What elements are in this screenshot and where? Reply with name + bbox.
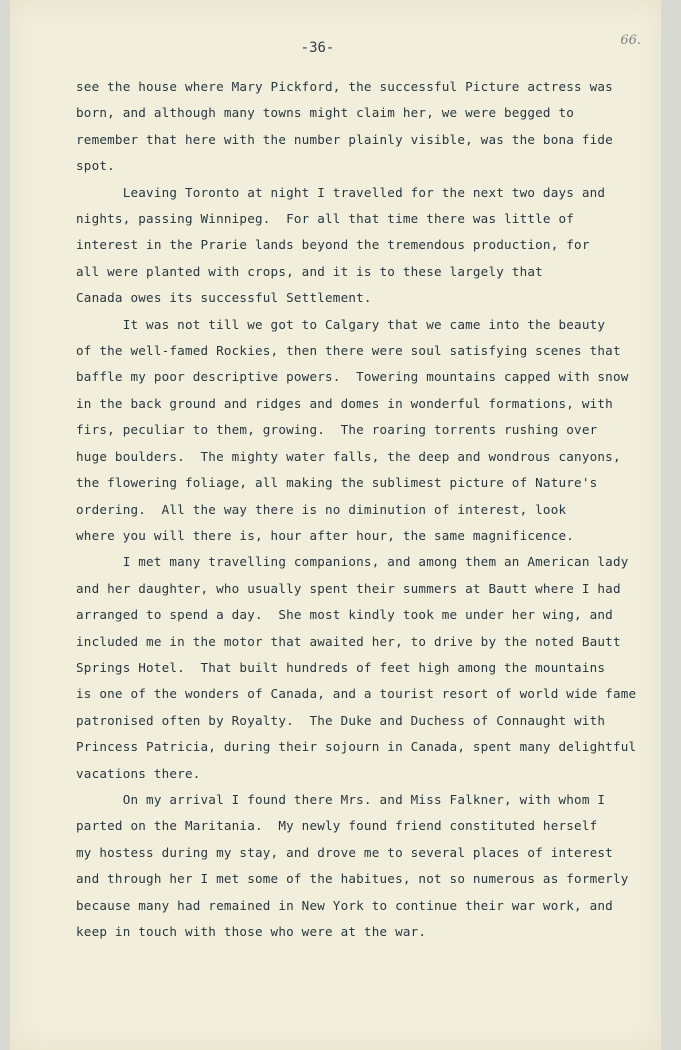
text-line: keep in touch with those who were at the war.: [76, 924, 427, 939]
text-line: spot.: [76, 158, 115, 174]
text-line: I met many travelling companions, and among them an American lady: [76, 554, 629, 570]
text-line: remember that here with the number plainly visible, was the bona fide: [76, 131, 613, 147]
text-line: parted on the Maritania. My newly found friend constituted herself: [76, 818, 598, 834]
body-text: [76, 74, 656, 945]
text-line: is one of the wonders of Canada, and a tourist resort of world wide fame: [76, 686, 637, 702]
text-line: and through her I met some of the habitues, not so numerous as formerly: [76, 871, 629, 887]
text-line: Canada owes its successful Settlement.: [76, 290, 372, 306]
text-line: in the back ground and ridges and domes in wonderful formations, with: [76, 395, 613, 411]
text-line: see the house where Mary Pickford, the successful Picture actress was: [76, 79, 613, 94]
text-line: because many had remained in New York to continue their war work, and: [76, 897, 613, 913]
text-line: nights, passing Winnipeg. For all that time there was little of: [76, 211, 575, 227]
folio-annotation: 66.: [620, 33, 641, 48]
text-line: It was not till we got to Calgary that we came into the beauty: [76, 316, 606, 332]
text-line: all were planted with crops, and it is to these largely that: [76, 263, 543, 279]
text-line: my hostess during my stay, and drove me to several places of interest: [76, 844, 613, 860]
text-line: patronised often by Royalty. The Duke and Duchess of Connaught with: [76, 712, 606, 728]
text-line: arranged to spend a day. She most kindly took me under her wing, and: [76, 607, 613, 623]
text-line: born, and although many towns might claim her, we were begged to: [76, 105, 575, 121]
text-line: On my arrival I found there Mrs. and Miss Falkner, with whom I: [76, 791, 606, 807]
text-line: interest in the Prarie lands beyond the tremendous production, for: [76, 237, 590, 253]
text-line: baffle my poor descriptive powers. Towering mountains capped with snow: [76, 369, 629, 385]
text-line: Leaving Toronto at night I travelled for the next two days and: [76, 184, 606, 200]
text-line: huge boulders. The mighty water falls, the deep and wondrous canyons,: [76, 448, 621, 464]
text-line: Springs Hotel. That built hundreds of feet high among the mountains: [76, 659, 606, 675]
text-line: where you will there is, hour after hour, the same magnificence.: [76, 527, 575, 543]
page-number: -36-: [300, 40, 335, 56]
text-line: and her daughter, who usually spent their summers at Bautt where I had: [76, 580, 621, 596]
text-line: Princess Patricia, during their sojourn in Canada, spent many delightful: [76, 739, 637, 755]
text-line: ordering. All the way there is no diminution of interest, look: [76, 501, 567, 517]
text-line: the flowering foliage, all making the sublimest picture of Nature's: [76, 475, 598, 491]
text-line: vacations there.: [76, 765, 201, 781]
document-page: [10, 0, 661, 1050]
text-line: of the well-famed Rockies, then there were soul satisfying scenes that: [76, 343, 621, 359]
text-line: firs, peculiar to them, growing. The roaring torrents rushing over: [76, 422, 598, 438]
text-line: included me in the motor that awaited her, to drive by the noted Bautt: [76, 633, 621, 649]
